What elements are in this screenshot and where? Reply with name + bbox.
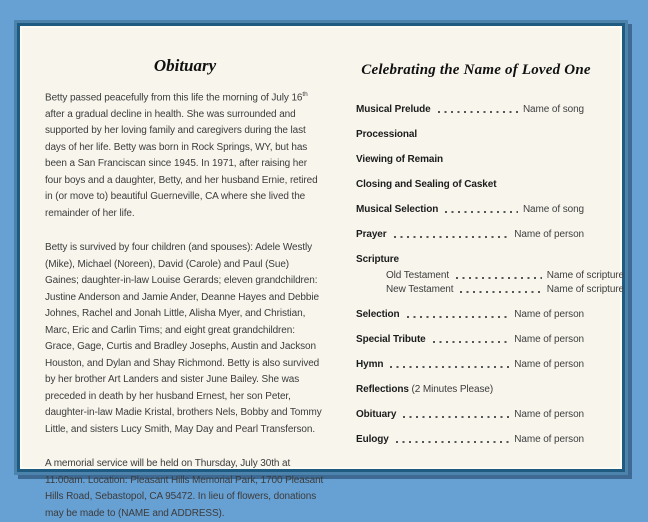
service-item xyxy=(356,383,584,396)
service-item-label: Hymn xyxy=(356,359,384,370)
service-item xyxy=(356,178,584,191)
service-sub-item xyxy=(356,283,624,296)
paragraph-text: Betty is survived by four children (and spouses): Adele Westly (Mike), Michael (Noreen), David (Carole) and Paul (Sue) Gaines; daughter-in-law Louise Gerards; eleven grandchildren: Justine Anderson and Jamie Ander, Deanne Hayes and Debbie Johnes, Rachel and Jonah Little, Alisha Myer, and Christian, Marc, Eric and Carlin Tims; and eight great grandchildren: Grace, Gage, Curtis and Bradley Josephs, Austin and Jackson Houston, and Dylan and Shay Richmond. Betty is also survived by her brother Art Landers and sister June Bailey. She was preceded in death by her husband Ernest, her son Peter, daughter-in-law Madie Kristal, brothers Nels, Bobby and Tommy Little, and sisters Lucy Smith, May Day and Pearl Transferson. xyxy=(45,242,322,435)
service-item-label: Viewing of Remain xyxy=(356,154,444,165)
service-title: Celebrating the Name of Loved One xyxy=(361,62,591,78)
obituary-paragraph xyxy=(45,87,325,222)
service-item-value: Name of scripture xyxy=(546,284,624,295)
service-item-label: Special Tribute xyxy=(356,334,426,345)
dotted-leader xyxy=(403,416,509,418)
service-item-label: Scripture xyxy=(356,254,400,265)
dotted-leader xyxy=(438,111,518,113)
program-sheet xyxy=(17,23,625,519)
service-item-label: Selection xyxy=(356,309,400,320)
service-item-label: Musical Selection xyxy=(356,204,439,215)
dotted-leader xyxy=(433,341,510,343)
paragraph-text: Betty passed peacefully from this life the morning of July 16 xyxy=(45,92,303,104)
service-item xyxy=(356,128,584,141)
service-item-label: Obituary xyxy=(356,409,397,420)
service-item xyxy=(356,253,584,266)
service-item-value: Name of scripture xyxy=(546,270,624,281)
service-item xyxy=(356,308,584,321)
obituary-paragraph xyxy=(45,240,325,438)
service-item-label: New Testament xyxy=(386,284,454,295)
service-item-label: Prayer xyxy=(356,229,387,240)
ordinal-suffix: th xyxy=(302,91,308,98)
obituary-text xyxy=(45,87,325,522)
service-items xyxy=(356,103,624,446)
obituary-title: Obituary xyxy=(153,56,217,75)
dotted-leader xyxy=(390,366,509,368)
service-item-label: Processional xyxy=(356,129,418,140)
dotted-leader xyxy=(396,441,510,443)
service-item xyxy=(356,203,584,216)
service-item-note: (2 Minutes Please) xyxy=(408,384,494,395)
service-item-value: Name of person xyxy=(514,229,584,240)
dotted-leader xyxy=(445,211,518,213)
service-item xyxy=(356,358,584,371)
service-item xyxy=(356,433,584,446)
dotted-leader xyxy=(394,236,510,238)
service-item-label: Eulogy xyxy=(356,434,389,445)
service-item-value: Name of song xyxy=(522,204,584,215)
service-item-value: Name of song xyxy=(522,104,584,115)
service-item xyxy=(356,103,584,116)
service-item-value: Name of person xyxy=(514,309,584,320)
service-item xyxy=(356,228,584,241)
dotted-leader xyxy=(460,291,541,293)
service-item xyxy=(356,153,584,166)
service-item xyxy=(356,333,584,346)
service-item-label: Closing and Sealing of Casket xyxy=(356,179,497,190)
service-item xyxy=(356,408,584,421)
service-item-label: Musical Prelude xyxy=(356,104,431,115)
service-item-value: Name of person xyxy=(514,434,584,445)
service-item-label: Old Testament xyxy=(386,270,449,281)
service-sub-item xyxy=(356,269,624,282)
dotted-leader xyxy=(456,277,542,279)
service-item-value: Name of person xyxy=(514,409,584,420)
dotted-leader xyxy=(407,316,510,318)
paragraph-text: A memorial service will be held on Thursday, July 30th at 11:00am. Location: Pleasant Hills Memorial Park, 1700 Pleasant Hills Road, Sebastopol, CA 95472. In lieu of flowers, donations may be made to (NAME and ADDRESS). xyxy=(45,458,324,519)
order-of-service-page xyxy=(356,26,624,469)
service-item-value: Name of person xyxy=(514,359,584,370)
obituary-paragraph xyxy=(45,456,325,522)
obituary-page xyxy=(45,26,325,519)
paragraph-text: after a gradual decline in health. She was surrounded and supported by her loving family and caregivers during the last days of her life. Betty was born in Rock Springs, WY, but has been a San Franciscan since 1945. In 1971, after raising her four boys and a daughter, Betty, and her husband Ernie, retired in (or move to) beautiful Guerneville, CA where she lived the remainder of her life. xyxy=(45,108,318,219)
service-item-value: Name of person xyxy=(514,334,584,345)
service-item-label: Reflections xyxy=(356,384,409,395)
